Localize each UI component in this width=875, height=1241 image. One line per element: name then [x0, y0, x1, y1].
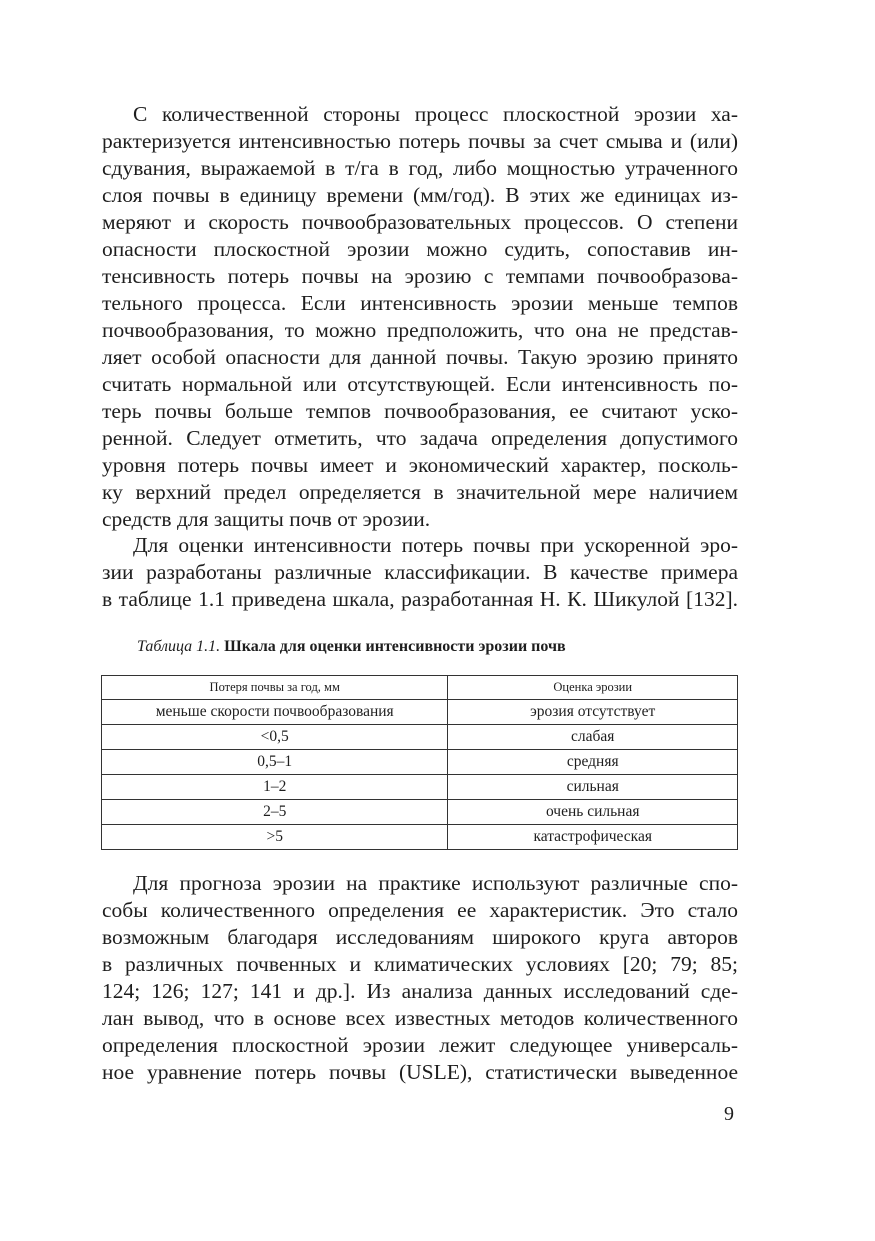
table-row: [102, 775, 738, 800]
table-cell: эрозия отсутствует: [448, 700, 738, 725]
paragraph-classification: [102, 532, 738, 613]
text-line: ное уравнение потерь почвы (USLE), статистически выведенное: [102, 1060, 738, 1084]
text-line: возможным благодаря исследованиям широкого круга авторов: [102, 925, 738, 949]
text-line: ляет особой опасности для данной почвы. Такую эрозию принято: [102, 345, 738, 369]
table-caption-title: Шкала для оценки интенсивности эрозии почв: [224, 638, 566, 655]
column-header-erosion-rating: Оценка эрозии: [448, 676, 738, 700]
text-line: почвообразования, то можно предположить, что она не представ-: [102, 318, 738, 342]
table-cell: 2–5: [102, 800, 448, 825]
table-cell: <0,5: [102, 725, 448, 750]
table-caption: [137, 638, 566, 656]
text-line: сдувания, выражаемой в т/га в год, либо мощностью утраченного: [102, 156, 738, 180]
text-line: лан вывод, что в основе всех известных методов количественного: [102, 1006, 738, 1030]
text-line: С количественной стороны процесс плоскостной эрозии ха-: [133, 102, 738, 126]
text-line: уровня потерь почвы имеет и экономический характер, посколь-: [102, 453, 738, 477]
text-line: терь почвы больше темпов почвообразования, ее считают уско-: [102, 399, 738, 423]
text-line: Для прогноза эрозии на практике используют различные спо-: [133, 871, 738, 895]
table-cell: сильная: [448, 775, 738, 800]
erosion-scale-table: [101, 675, 738, 850]
table-cell: 1–2: [102, 775, 448, 800]
paragraph-erosion-intensity: [102, 101, 738, 533]
text-line: в различных почвенных и климатических условиях [20; 79; 85;: [102, 952, 738, 976]
text-line: опасности плоскостной эрозии можно судить, сопоставив ин-: [102, 237, 738, 261]
column-header-soil-loss: Потеря почвы за год, мм: [102, 676, 448, 700]
table-row: [102, 800, 738, 825]
text-line: тенсивность потерь почвы на эрозию с темпами почвообразова-: [102, 264, 738, 288]
text-line: средств для защиты почв от эрозии.: [102, 507, 431, 531]
table-header-row: [102, 676, 738, 700]
text-line: тельного процесса. Если интенсивность эрозии меньше темпов: [102, 291, 738, 315]
table-cell: средняя: [448, 750, 738, 775]
table-row: [102, 750, 738, 775]
table-cell: слабая: [448, 725, 738, 750]
table-cell: >5: [102, 825, 448, 850]
table-cell: 0,5–1: [102, 750, 448, 775]
table-caption-label: Таблица 1.1.: [137, 638, 221, 655]
text-line: определения плоскостной эрозии лежит следующее универсаль-: [102, 1033, 738, 1057]
text-line: рактеризуется интенсивностью потерь почвы за счет смыва и (или): [102, 129, 738, 153]
text-line: меряют и скорость почвообразовательных процессов. О степени: [102, 210, 738, 234]
text-line: ренной. Следует отметить, что задача определения допустимого: [102, 426, 738, 450]
text-line: собы количественного определения ее характеристик. Это стало: [102, 898, 738, 922]
page-number: 9: [724, 1103, 734, 1125]
text-line: зии разработаны различные классификации. В качестве примера: [102, 560, 738, 584]
text-line: считать нормальной или отсутствующей. Если интенсивность по-: [102, 372, 738, 396]
paragraph-usle-forecast: [102, 870, 738, 1086]
text-line: ку верхний предел определяется в значительной мере наличием: [102, 480, 738, 504]
table-row: [102, 700, 738, 725]
text-line: Для оценки интенсивности потерь почвы при ускоренной эро-: [133, 533, 738, 557]
text-line: в таблице 1.1 приведена шкала, разработанная Н. К. Шикулой [132].: [102, 587, 738, 611]
table-cell: очень сильная: [448, 800, 738, 825]
table-row: [102, 825, 738, 850]
text-line: 124; 126; 127; 141 и др.]. Из анализа данных исследований сде-: [102, 979, 738, 1003]
table-row: [102, 725, 738, 750]
text-line: слоя почвы в единицу времени (мм/год). В этих же единицах из-: [102, 183, 738, 207]
table-cell: катастрофическая: [448, 825, 738, 850]
table-cell: меньше скорости почвообразования: [102, 700, 448, 725]
